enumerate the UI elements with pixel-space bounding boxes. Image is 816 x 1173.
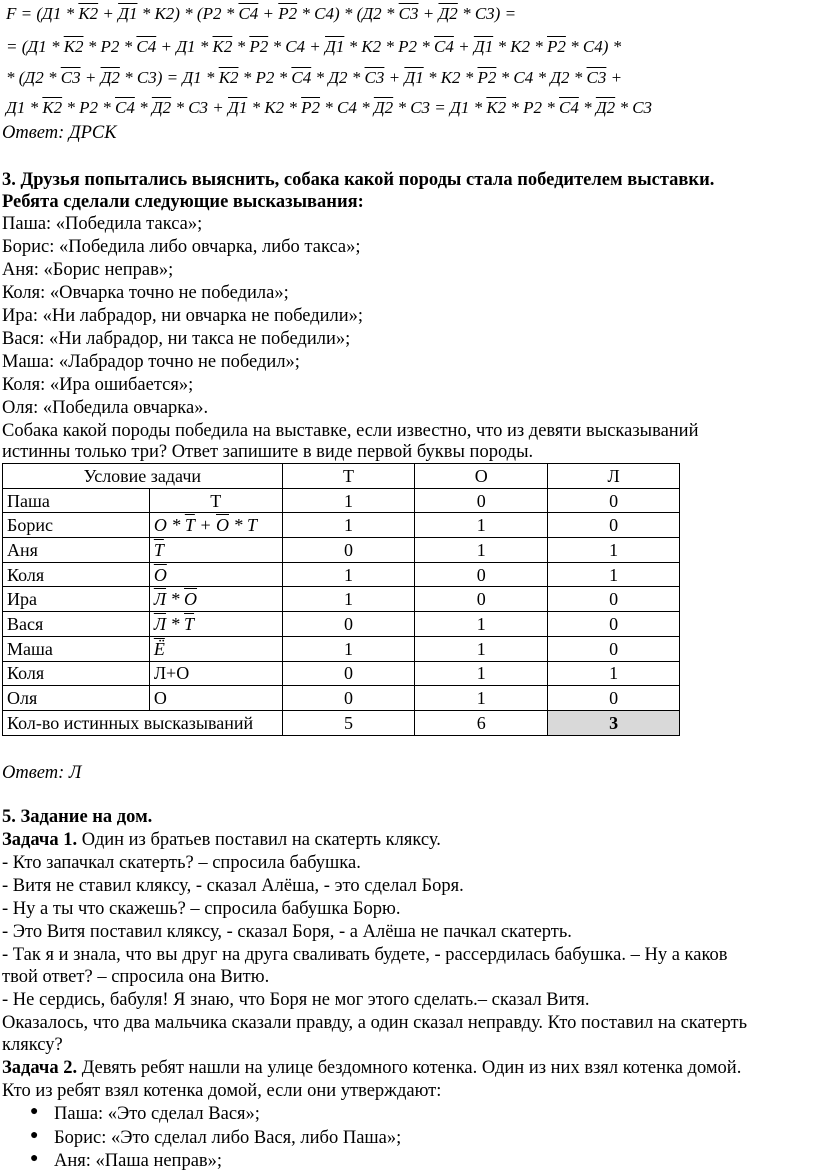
homework-line: Оказалось, что два мальчика сказали правду, а один сказал неправду. Кто поставил на скатерть	[2, 1013, 748, 1033]
homework-line: - Это Витя поставил кляксу, - сказал Боря, - а Алёша не пачкал скатерть.	[2, 922, 572, 942]
row-t: 1	[282, 587, 415, 612]
row-t: 1	[282, 562, 415, 587]
row-l: 0	[548, 587, 680, 612]
formula-line-4: Д1 * К2 * Р2 * С4 * Д2 * С3 + Д1 * К2 * Р2 * С4 * Д2 * С3 = Д1 * К2 * Р2 * С4 * Д2 * С3	[6, 98, 653, 117]
statement: Коля: «Ира ошибается»;	[2, 375, 194, 395]
task3-question-2: истинны только три? Ответ запишите в виде первой буквы породы.	[2, 442, 534, 462]
row-t: 0	[282, 612, 415, 637]
row-expr: Т	[149, 538, 282, 563]
row-t: 1	[282, 488, 415, 513]
row-l: 0	[548, 513, 680, 538]
task3-heading-1: 3. Друзья попытались выяснить, собака какой породы стала победителем выставки.	[2, 170, 715, 190]
statement: Аня: «Борис неправ»;	[2, 260, 174, 280]
formula-line-3: * (Д2 * С3 + Д2 * С3) = Д1 * К2 * Р2 * С4 * Д2 * С3 + Д1 * К2 * Р2 * С4 * Д2 * С3 +	[6, 68, 623, 87]
homework-line: - Не сердись, бабуля! Я знаю, что Боря не мог этого сделать.– сказал Витя.	[2, 990, 590, 1010]
row-l: 0	[548, 636, 680, 661]
total-t: 5	[282, 710, 415, 735]
task2-label: Задача 2.	[2, 1058, 78, 1078]
homework-line: - Кто запачкал скатерть? – спросила бабушка.	[2, 853, 361, 873]
row-l: 0	[548, 612, 680, 637]
row-l: 0	[548, 488, 680, 513]
table-header-cell: Т	[282, 464, 415, 489]
row-name: Борис	[3, 513, 150, 538]
statement: Маша: «Лабрадор точно не победил»;	[2, 352, 300, 372]
bullet-item: Борис: «Это сделал либо Вася, либо Паша»;	[54, 1128, 402, 1148]
row-name: Коля	[3, 661, 150, 686]
row-expr: Л * Т	[149, 612, 282, 637]
row-o: 1	[415, 636, 548, 661]
row-t: 1	[282, 636, 415, 661]
row-name: Паша	[3, 488, 150, 513]
total-o: 6	[415, 710, 548, 735]
truth-table	[2, 463, 680, 736]
row-o: 0	[415, 587, 548, 612]
row-expr: Ё	[149, 636, 282, 661]
row-l: 1	[548, 661, 680, 686]
row-expr: О	[149, 686, 282, 711]
bullet-icon: ●	[30, 1151, 39, 1166]
homework-line: - Витя не ставил кляксу, - сказал Алёша, - это сделал Боря.	[2, 876, 464, 896]
row-o: 0	[415, 562, 548, 587]
bullet-item: Аня: «Паша неправ»;	[54, 1151, 223, 1171]
total-label: Кол-во истинных высказываний	[3, 710, 283, 735]
table-header-cell: О	[415, 464, 548, 489]
table-row	[3, 587, 680, 612]
row-expr: Л * О	[149, 587, 282, 612]
row-expr: Т	[149, 488, 282, 513]
table-row	[3, 562, 680, 587]
homework-task2	[2, 1057, 741, 1079]
row-o: 1	[415, 513, 548, 538]
row-name: Вася	[3, 612, 150, 637]
task1-text: Один из братьев поставил на скатерть кляксу.	[77, 830, 441, 850]
row-t: 0	[282, 686, 415, 711]
row-expr: Л+О	[149, 661, 282, 686]
row-t: 0	[282, 661, 415, 686]
row-name: Ира	[3, 587, 150, 612]
row-o: 1	[415, 686, 548, 711]
row-name: Аня	[3, 538, 150, 563]
statement: Вася: «Ни лабрадор, ни такса не победили»;	[2, 329, 351, 349]
task2-text: Девять ребят нашли на улице бездомного котенка. Один из них взял котенка домой.	[77, 1058, 742, 1078]
table-row	[3, 612, 680, 637]
statement: Оля: «Победила овчарка».	[2, 398, 209, 418]
row-name: Оля	[3, 686, 150, 711]
table-row	[3, 636, 680, 661]
table-row	[3, 661, 680, 686]
row-expr: О * Т + О * Т	[149, 513, 282, 538]
row-o: 1	[415, 612, 548, 637]
table-header-cell: Условие задачи	[3, 464, 283, 489]
homework-line: твой ответ? – спросила она Витю.	[2, 967, 270, 987]
bullet-icon: ●	[30, 1104, 39, 1119]
row-t: 0	[282, 538, 415, 563]
statement: Коля: «Овчарка точно не победила»;	[2, 283, 289, 303]
formula-line-2: = (Д1 * К2 * Р2 * С4 + Д1 * К2 * Р2 * С4 + Д1 * К2 * Р2 * С4 + Д1 * К2 * Р2 * С4) *	[6, 37, 622, 56]
table-row	[3, 538, 680, 563]
table-row	[3, 513, 680, 538]
row-o: 0	[415, 488, 548, 513]
row-l: 1	[548, 562, 680, 587]
table-row	[3, 488, 680, 513]
statement: Борис: «Победила либо овчарка, либо такса»;	[2, 237, 361, 257]
bullet-item: Паша: «Это сделал Вася»;	[54, 1104, 260, 1124]
homework-task1	[2, 829, 441, 851]
task1-label: Задача 1.	[2, 830, 78, 850]
row-o: 1	[415, 538, 548, 563]
homework-line: кляксу?	[2, 1035, 63, 1055]
total-l: 3	[548, 710, 680, 735]
row-expr: О	[149, 562, 282, 587]
table-total-row	[3, 710, 680, 735]
formula-line-1: F = (Д1 * К2 + Д1 * К2) * (Р2 * С4 + Р2 * С4) * (Д2 * С3 + Д2 * С3) =	[6, 4, 517, 23]
row-l: 0	[548, 686, 680, 711]
statement: Паша: «Победила такса»;	[2, 214, 203, 234]
row-l: 1	[548, 538, 680, 563]
homework-task2-line2: Кто из ребят взял котенка домой, если они утверждают:	[2, 1081, 442, 1101]
row-name: Маша	[3, 636, 150, 661]
table-header-row	[3, 464, 680, 489]
homework-heading: 5. Задание на дом.	[2, 807, 153, 827]
statement: Ира: «Ни лабрадор, ни овчарка не победили»;	[2, 306, 364, 326]
bullet-icon: ●	[30, 1128, 39, 1143]
table-row	[3, 686, 680, 711]
row-name: Коля	[3, 562, 150, 587]
answer-1: Ответ: ДРСК	[2, 123, 117, 143]
row-t: 1	[282, 513, 415, 538]
answer-2: Ответ: Л	[2, 763, 82, 783]
homework-line: - Ну а ты что скажешь? – спросила бабушка Борю.	[2, 899, 401, 919]
task3-question-1: Собака какой породы победила на выставке, если известно, что из девяти высказываний	[2, 421, 699, 441]
table-header-cell: Л	[548, 464, 680, 489]
row-o: 1	[415, 661, 548, 686]
task3-heading-2: Ребята сделали следующие высказывания:	[2, 192, 364, 212]
homework-line: - Так я и знала, что вы друг на друга сваливать будете, - рассердилась бабушка. – Ну а каков	[2, 945, 728, 965]
